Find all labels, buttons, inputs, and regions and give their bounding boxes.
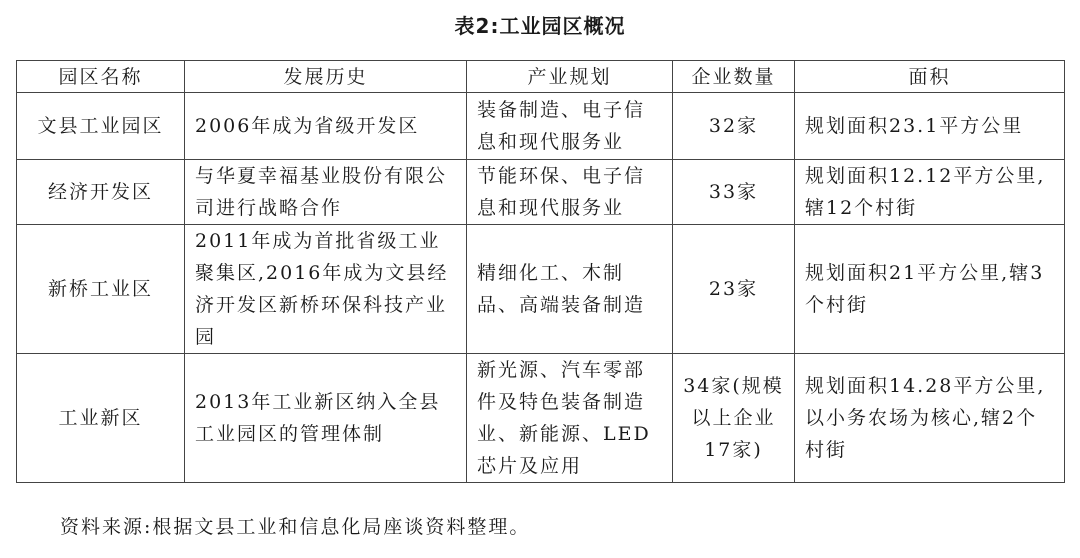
cell-park-name: 文县工业园区: [17, 93, 185, 160]
cell-park-name: 工业新区: [17, 354, 185, 483]
cell-history: 2013年工业新区纳入全县工业园区的管理体制: [185, 354, 467, 483]
cell-plan: 装备制造、电子信息和现代服务业: [467, 93, 673, 160]
table-row: [17, 354, 1065, 483]
cell-park-name: 经济开发区: [17, 160, 185, 225]
header-park-name: 园区名称: [17, 61, 185, 93]
table-row: [17, 225, 1065, 354]
cell-count: 34家(规模以上企业17家): [673, 354, 795, 483]
industrial-park-table: [16, 60, 1065, 483]
table-header-row: [17, 61, 1065, 93]
source-note: 资料来源:根据文县工业和信息化局座谈资料整理。: [60, 516, 531, 538]
cell-plan: 精细化工、木制品、高端装备制造: [467, 225, 673, 354]
cell-plan: 新光源、汽车零部件及特色装备制造业、新能源、LED芯片及应用: [467, 354, 673, 483]
cell-area: 规划面积12.12平方公里,辖12个村街: [795, 160, 1065, 225]
cell-history: 2006年成为省级开发区: [185, 93, 467, 160]
header-area: 面积: [795, 61, 1065, 93]
table-caption: 表2:工业园区概况: [454, 14, 626, 38]
header-plan: 产业规划: [467, 61, 673, 93]
cell-park-name: 新桥工业区: [17, 225, 185, 354]
header-count: 企业数量: [673, 61, 795, 93]
header-history: 发展历史: [185, 61, 467, 93]
table-row: [17, 160, 1065, 225]
cell-count: 33家: [673, 160, 795, 225]
cell-history: 与华夏幸福基业股份有限公司进行战略合作: [185, 160, 467, 225]
cell-area: 规划面积14.28平方公里,以小务农场为核心,辖2个村街: [795, 354, 1065, 483]
cell-plan: 节能环保、电子信息和现代服务业: [467, 160, 673, 225]
cell-history: 2011年成为首批省级工业聚集区,2016年成为文县经济开发区新桥环保科技产业园: [185, 225, 467, 354]
cell-count: 32家: [673, 93, 795, 160]
table-row: [17, 93, 1065, 160]
cell-area: 规划面积21平方公里,辖3个村街: [795, 225, 1065, 354]
cell-area: 规划面积23.1平方公里: [795, 93, 1065, 160]
cell-count: 23家: [673, 225, 795, 354]
